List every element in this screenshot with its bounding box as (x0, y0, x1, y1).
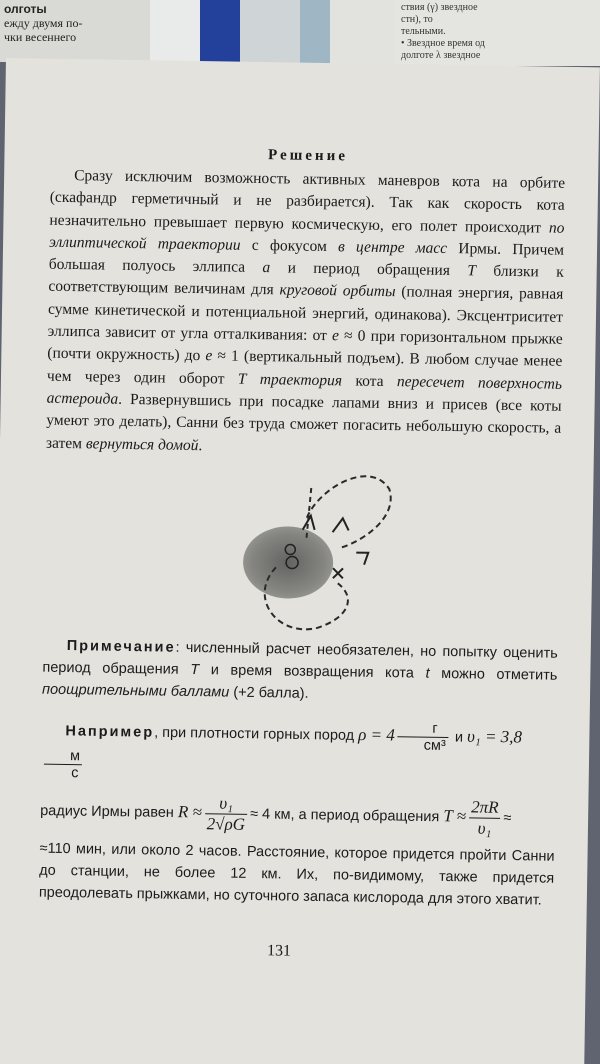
italic-phrase: T (237, 370, 247, 388)
text-run (246, 370, 260, 387)
right-page-line: тельными. (401, 26, 446, 37)
italic-phrase: по эллиптической траектории (48, 219, 565, 254)
text-run: Ирмы. Причем большая полуось эллипса (48, 239, 565, 277)
right-page-line: ствия (γ) звездное (401, 2, 478, 13)
orbit-figure (217, 466, 400, 639)
left-page-line: ежду двумя по- (4, 16, 83, 30)
fraction-denominator: υ₁ (477, 818, 492, 838)
example-conclusion: ≈110 мин, или около 2 часов. Расстояние, которое придется пройти Санни до станции, не более 12 км. Их, по-видимому, также придется преодолевать прыжками, но суточного запаса кислорода для этого хватит. (38, 840, 555, 909)
note-text: : численный расчет необязателен, но попытку оценить период обращения (42, 639, 558, 678)
note-text: и время возвращения кота (199, 662, 426, 682)
solution-paragraph (46, 165, 565, 463)
arrow-icon (303, 516, 315, 530)
period-tail: ≈ (503, 810, 512, 827)
italic-phrase: в центре масс (337, 238, 448, 257)
text-run: с фокусом (240, 236, 339, 256)
book-page (0, 58, 600, 1064)
italic-phrase: e (205, 347, 213, 365)
right-page-line: • Звездное время од (401, 38, 485, 49)
background-left-page (0, 0, 160, 62)
fraction-numerator: 2πR (469, 797, 501, 818)
text-run: кота (341, 371, 398, 390)
example-label: Например (65, 723, 155, 741)
text-run: . (198, 436, 203, 454)
note-text: (+2 балла). (229, 684, 309, 702)
period-fraction (469, 797, 501, 838)
background-object (330, 0, 400, 70)
cross-mark-icon (333, 568, 343, 578)
text-run: ≈ 0 при горизонтальном прыжке (почти окружность) до (47, 327, 563, 365)
text-run: (полная энергия, равная сумме кинетической и потенциальной энергий, одинакова). Эксцентриситет эллипса зависит от угла отталкивания: от (47, 283, 564, 345)
arrow-icon (333, 518, 349, 532)
arrow-icon (356, 553, 368, 565)
italic-phrase: вернуться домой (85, 434, 199, 454)
period-expression: T ≈ (443, 806, 467, 826)
note-section (39, 635, 558, 912)
velocity-expression: υ₁ = 3,8 (466, 726, 523, 747)
formula-line (40, 791, 556, 840)
italic-phrase: a (262, 259, 271, 277)
velocity-units-fraction (44, 748, 82, 782)
italic-phrase: T (467, 262, 477, 280)
left-page-line: чки весеннего (4, 30, 77, 44)
background-blue-object (200, 0, 240, 70)
example-text: , а период обращения (290, 806, 444, 826)
note-italic: поощрительными баллами (41, 681, 230, 701)
fraction-denominator: 2√ρG (206, 814, 246, 834)
text-run: Сразу исключим возможность активных маневров кота на орбите (скафандр герметичный и не разбирается). Так как скорость кота незначительно превышает первую космическую, его полет происходит (49, 167, 566, 237)
note-label: Примечание (66, 638, 176, 656)
italic-phrase: траектория (259, 370, 343, 389)
example-text: и (450, 729, 468, 746)
example-text: , при плотности горных пород (154, 724, 359, 744)
asteroid-shape (243, 526, 334, 599)
fraction-numerator: г (398, 720, 448, 738)
radius-result: ≈ 4 км (250, 806, 291, 823)
italic-phrase: круговой орбиты (279, 281, 396, 301)
fraction-denominator: см³ (423, 737, 446, 754)
example-line (41, 715, 557, 789)
text-run: . Развернувшись при посадке лапами вниз и присев (все коты умеют это делать), Санни без труда сможет погасить небольшую скорость, а затем (45, 390, 562, 452)
note-paragraph (42, 635, 558, 709)
example-text: радиус Ирмы равен (40, 802, 179, 822)
density-units-fraction (398, 720, 449, 754)
italic-phrase: e (331, 327, 340, 345)
italic-phrase: пересечет поверхность астероида (46, 372, 563, 408)
page-number: 131 (266, 942, 292, 960)
fraction-numerator: υ₁ (205, 793, 248, 815)
radius-fraction (205, 793, 248, 835)
background-object (240, 0, 300, 70)
text-run: и период обращения (270, 259, 468, 280)
left-page-title: олготы (4, 2, 47, 16)
fraction-denominator: с (71, 765, 79, 782)
rho-expression: ρ = 4 (358, 724, 396, 745)
solution-section (46, 144, 566, 463)
note-text: можно отметить (429, 665, 558, 684)
radius-expression: R ≈ (177, 802, 203, 822)
note-variable: T (190, 661, 200, 679)
text-run: близки к соответствующим величинам для (48, 262, 564, 299)
text-run: ≈ 1 (вертикальный подъем). В любом случае менее чем через один оборот (46, 347, 563, 388)
right-page-line: долготе λ звездное (401, 50, 481, 61)
fraction-numerator: м (44, 748, 82, 766)
right-page-line: стн), то (401, 14, 433, 25)
background-right-page (395, 0, 600, 66)
note-variable: t (425, 665, 430, 682)
section-heading: Решение (267, 147, 349, 165)
